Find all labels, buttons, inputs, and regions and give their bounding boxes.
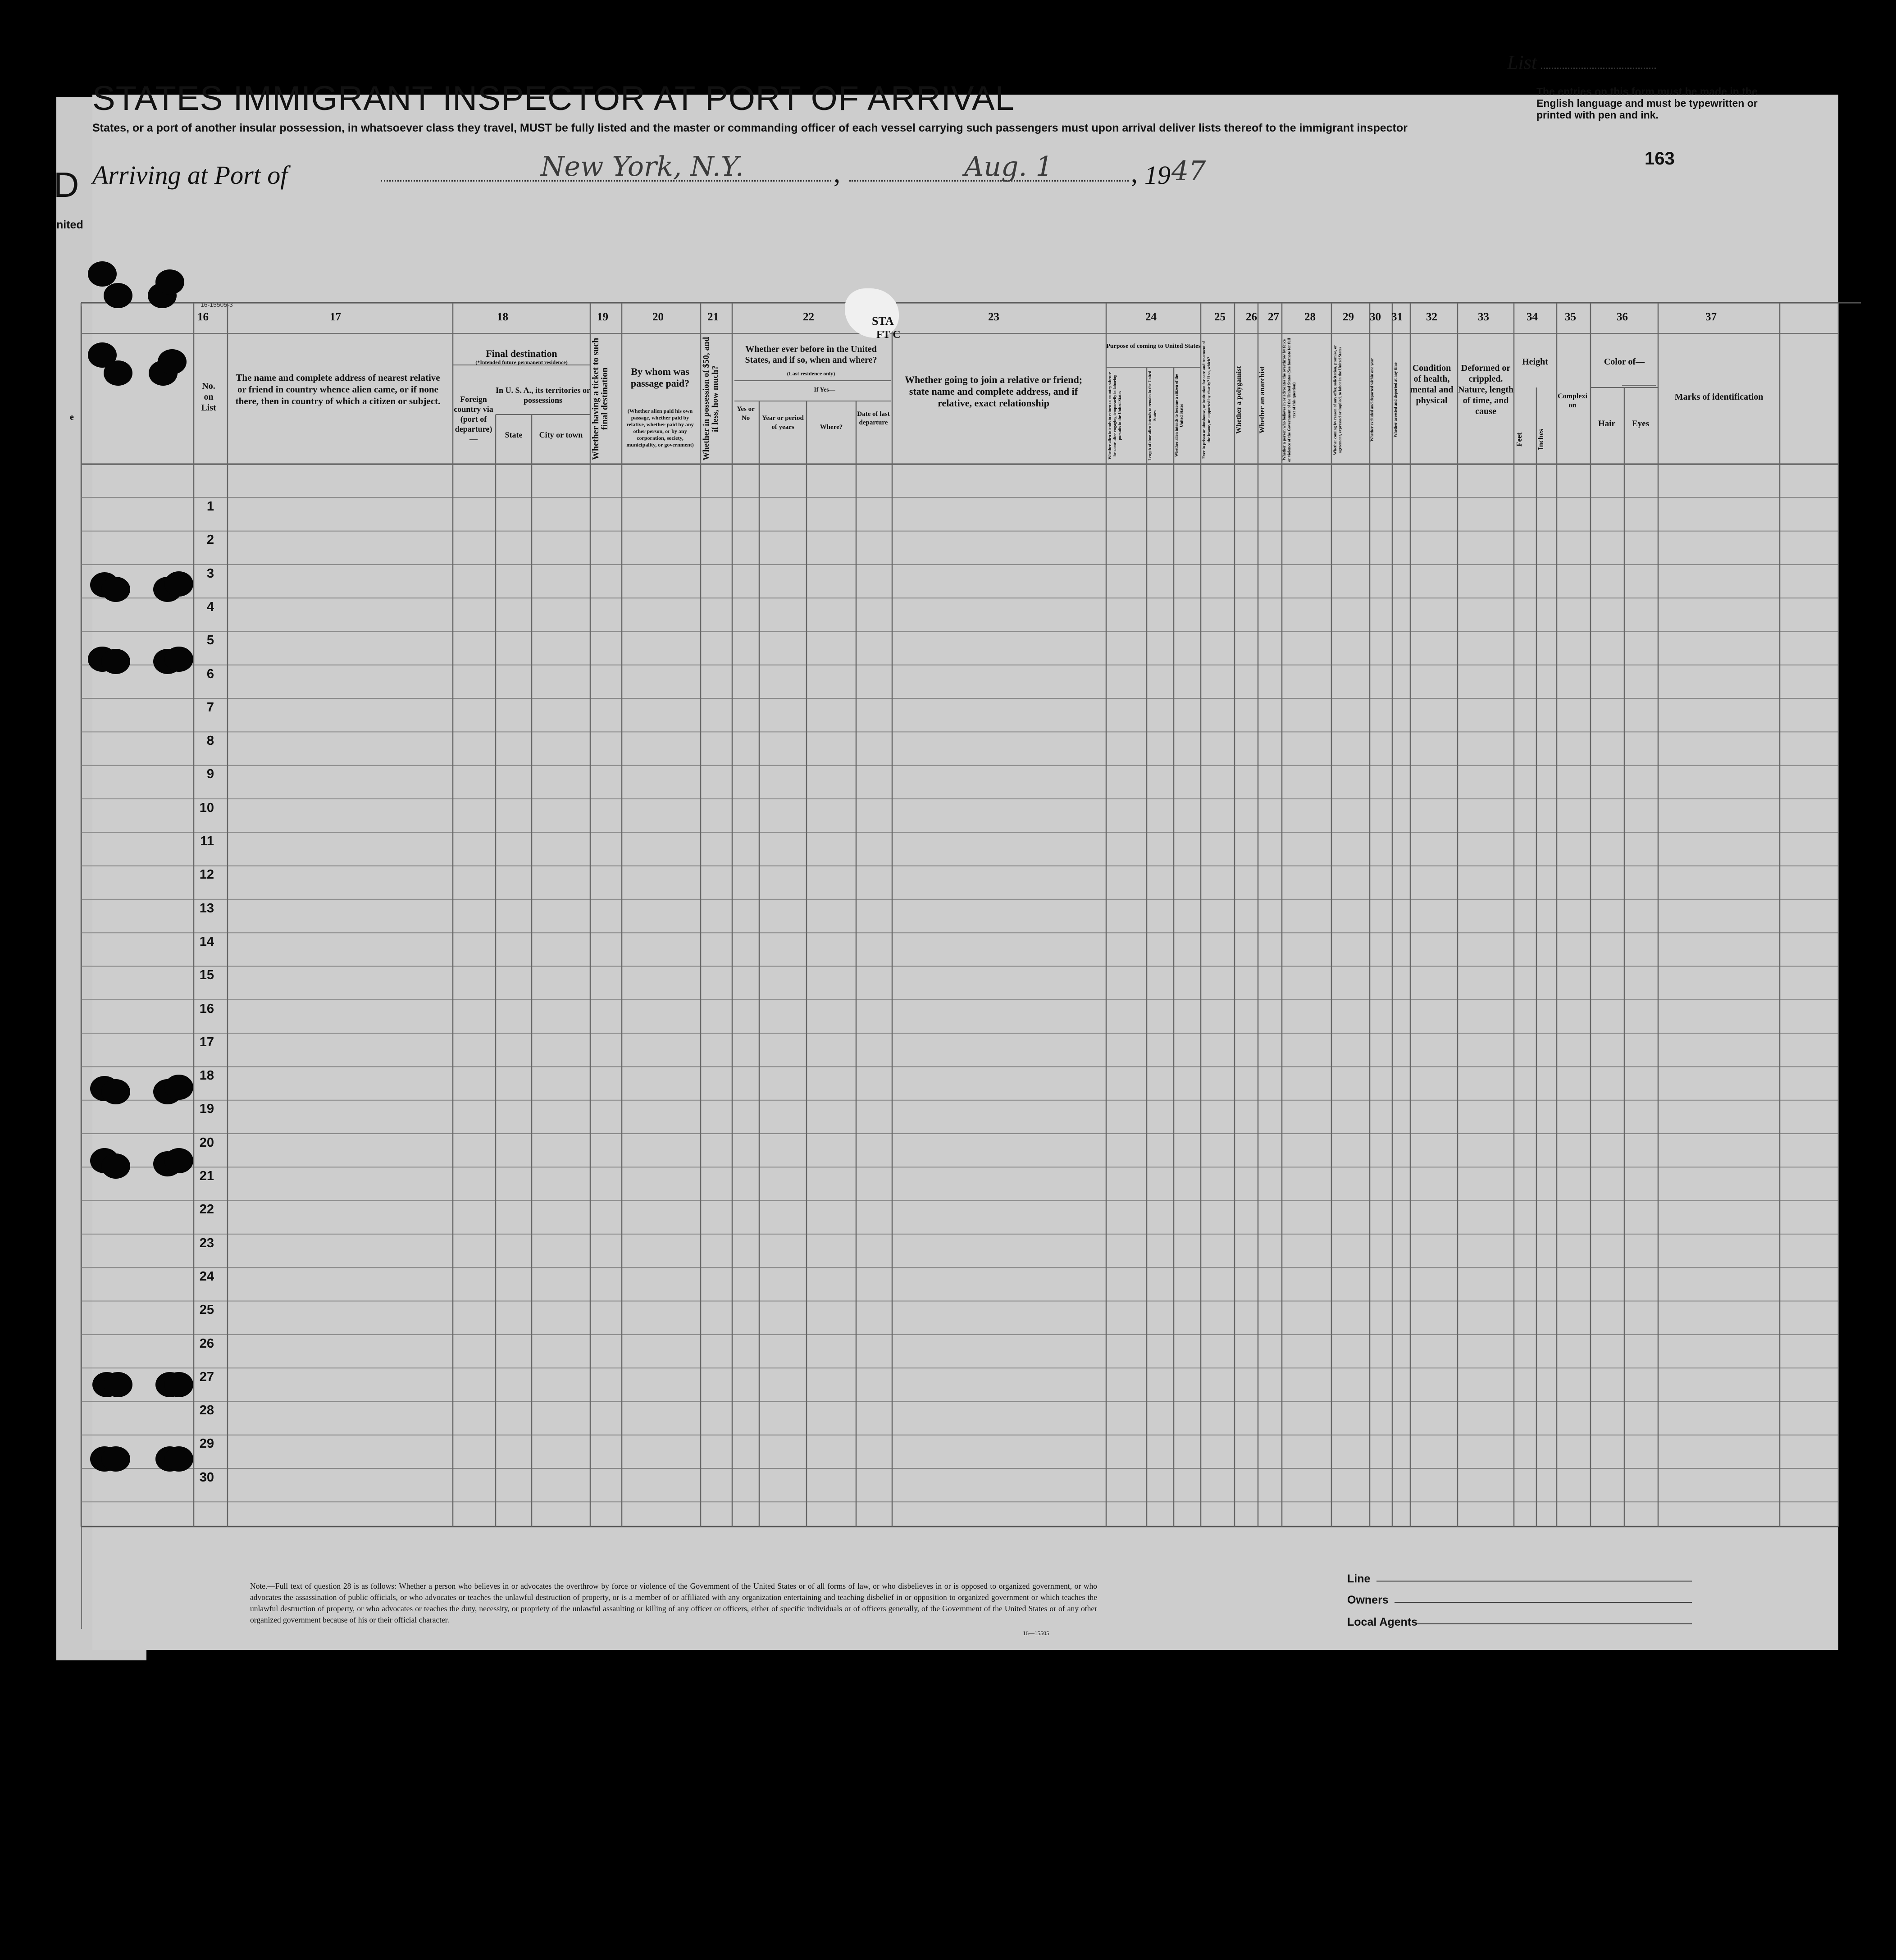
col-22-ifyes: If Yes— bbox=[814, 387, 835, 393]
row-number: 25 bbox=[199, 1303, 214, 1317]
col-24-label: Purpose of coming to United States bbox=[1106, 343, 1201, 350]
col-35-label: Complexion bbox=[1558, 392, 1587, 409]
binder-hole bbox=[101, 577, 130, 602]
form-title: STATES IMMIGRANT INSPECTOR AT PORT OF ARRIVAL bbox=[92, 79, 1015, 118]
col-20-label: By whom was passage paid? bbox=[630, 366, 690, 389]
col-34-inches: Inches bbox=[1536, 428, 1545, 450]
col-26-num: 26 bbox=[1246, 311, 1257, 323]
col-34-label: Height bbox=[1522, 357, 1548, 367]
col-27-num: 27 bbox=[1268, 311, 1279, 323]
col-36-eyes: Eyes bbox=[1632, 419, 1649, 428]
col-21-num: 21 bbox=[707, 311, 719, 323]
row-number: 6 bbox=[206, 666, 214, 681]
col-18-num: 18 bbox=[497, 311, 508, 323]
col-20-sub: (Whether alien paid his own passage, whether paid by relative, whether paid by any other person, or by any corporation, society, municipality, or government) bbox=[626, 408, 694, 448]
binder-hole bbox=[88, 261, 117, 287]
binder-hole bbox=[101, 1079, 130, 1104]
col-29-num: 29 bbox=[1343, 311, 1354, 323]
col-25-label: Ever in prison or almshouse, or institution for care and treatment of the insane, or supported by charity? If so, which? bbox=[1202, 341, 1211, 459]
col-22-sub: (Last residence only) bbox=[787, 370, 835, 377]
col-19-num: 19 bbox=[597, 311, 608, 323]
row-number: 26 bbox=[199, 1336, 214, 1351]
footnote-question-28: Note.—Full text of question 28 is as follows: Whether a person who believes in or advocates the overthrow by force or violence of the Government of the United States or of all forms of law, or who disbelieves in or is opposed to organized government, or who advocates the assassination of public officials, or who advocates or teaches the unlawful destruction of property, or is a member of or affiliated with any organization entertaining and teaching disbelief in or opposition to organized government or which teaches the unlawful destruction of property, or who advocates or teaches the duty, necessity, or propriety of the unlawful assaulting or killing of any officer or officers, either of specific individuals or of officers generally, of the Government of the United States or of any other organized government because of his or their official character. bbox=[250, 1582, 1097, 1624]
col-17-num: 17 bbox=[330, 311, 341, 323]
col-23-label: Whether going to join a relative or friend; state name and complete address, and if relative, exact relationship bbox=[904, 374, 1083, 409]
row-number: 16 bbox=[199, 1001, 214, 1016]
col-34-feet: Feet bbox=[1515, 432, 1523, 447]
left-page-word: nited bbox=[56, 219, 83, 231]
row-number: 24 bbox=[199, 1269, 214, 1284]
col-32-label: Condition of health, mental and physical bbox=[1410, 363, 1454, 406]
row-number: 27 bbox=[199, 1369, 214, 1384]
row-number: 19 bbox=[199, 1102, 214, 1117]
col-22-where: Where? bbox=[820, 424, 843, 431]
row-number: 21 bbox=[199, 1169, 214, 1183]
col-18-foreign: Foreign country via (port of departure)— bbox=[454, 395, 493, 443]
col-22-year: Year or period of years bbox=[762, 415, 804, 431]
stamp-fragment-1: STA bbox=[872, 315, 894, 328]
row-number: 20 bbox=[199, 1135, 214, 1150]
binder-hole bbox=[164, 647, 193, 672]
binder-hole bbox=[101, 649, 130, 674]
form-subtitle: States, or a port of another insular possession, in whatsoever class they travel, MUST be fully listed and the master or commanding officer of each vessel carrying such passengers must upon arrival deliver lists thereof to the immigrant inspector bbox=[92, 122, 1408, 134]
year-printed: 19 bbox=[1144, 160, 1171, 190]
binder-hole bbox=[155, 269, 184, 295]
local-agents-label: Local Agents bbox=[1347, 1616, 1418, 1628]
col-24b-label: Length of time alien intends to remain in the United States bbox=[1148, 370, 1157, 461]
entries-instruction: The entries on this form must be made in the English language and must be typewritten or printed with pen and ink. bbox=[1536, 86, 1758, 121]
line-label: Line bbox=[1347, 1573, 1371, 1585]
row-number: 1 bbox=[206, 499, 214, 514]
col-18-state: State bbox=[505, 430, 523, 439]
list-label: List bbox=[1507, 51, 1537, 73]
col-18-city: City or town bbox=[539, 430, 583, 439]
row-number: 23 bbox=[199, 1235, 214, 1250]
left-page-side-letter: e bbox=[70, 412, 74, 422]
owners-label: Owners bbox=[1347, 1594, 1389, 1606]
col-34-num: 34 bbox=[1527, 311, 1538, 323]
arriving-label: Arriving at Port of bbox=[92, 160, 288, 190]
col-32-num: 32 bbox=[1426, 311, 1437, 323]
col-31-label: Whether arrested and deported at any time bbox=[1393, 362, 1398, 438]
col-22-label: Whether ever before in the United States, and if so, when and where? bbox=[745, 344, 877, 365]
binder-hole bbox=[104, 1372, 132, 1397]
col-21-label: Whether in possession of $50, and if less, how much? bbox=[702, 337, 720, 461]
col-24c-label: Whether alien intends to become a citizen of the United States bbox=[1174, 374, 1184, 457]
row-number: 5 bbox=[206, 633, 214, 648]
col-37-label: Marks of identification bbox=[1674, 392, 1764, 402]
col-23-num: 23 bbox=[988, 311, 999, 323]
row-number: 17 bbox=[199, 1035, 214, 1049]
stamp-fragment-2: FT C bbox=[876, 329, 901, 341]
col-28-num: 28 bbox=[1304, 311, 1316, 323]
col-30-num: 30 bbox=[1370, 311, 1381, 323]
port-comma: , bbox=[834, 158, 840, 188]
port-handwritten: New York, N.Y. bbox=[541, 151, 744, 182]
row-number: 12 bbox=[199, 867, 214, 882]
col-37-num: 37 bbox=[1705, 311, 1717, 323]
row-number: 30 bbox=[199, 1470, 214, 1485]
row-number: 15 bbox=[199, 968, 214, 983]
binder-hole bbox=[164, 1446, 193, 1472]
col-31-num: 31 bbox=[1391, 311, 1403, 323]
col-19-label: Whether having a ticket to such final destination bbox=[591, 337, 610, 460]
page-number: 163 bbox=[1645, 149, 1675, 169]
col-24a-label: Whether alien intends to return to country whence he came after engaging temporarily in laboring pursuits in the United States bbox=[1108, 372, 1122, 460]
row-number: 8 bbox=[206, 734, 214, 748]
col-36-label: Color of— bbox=[1604, 357, 1645, 367]
row-number: 9 bbox=[206, 767, 214, 782]
binder-hole bbox=[101, 1153, 130, 1179]
col-35-num: 35 bbox=[1565, 311, 1576, 323]
row-number: 18 bbox=[199, 1068, 214, 1083]
local-agents-field bbox=[1417, 1623, 1692, 1624]
col-17-label: The name and complete address of nearest relative or friend in country whence alien came, or if none there, then in country of which a citizen or subject. bbox=[235, 372, 441, 406]
col-27-label: Whether an anarchist bbox=[1258, 366, 1266, 433]
col-18-sub: (*Intended future permanent residence) bbox=[475, 359, 568, 365]
row-number: 4 bbox=[206, 599, 214, 614]
col-18-usa: In U. S. A., its territories or possessions bbox=[496, 386, 590, 405]
line-field bbox=[1376, 1581, 1692, 1582]
binder-hole bbox=[158, 349, 187, 374]
year-handwritten: 47 bbox=[1171, 155, 1206, 187]
row-number: 3 bbox=[206, 566, 214, 581]
row-number: 11 bbox=[200, 834, 214, 848]
col-22-yesno: Yes or No bbox=[737, 406, 755, 422]
col-20-num: 20 bbox=[652, 311, 664, 323]
row-number: 22 bbox=[199, 1202, 214, 1217]
form-number: 16-15505-3 bbox=[201, 301, 233, 308]
col-25-num: 25 bbox=[1214, 311, 1226, 323]
date-comma: , bbox=[1131, 158, 1138, 188]
col-22-num: 22 bbox=[803, 311, 814, 323]
col-33-label: Deformed or crippled. Nature, length of time, and cause bbox=[1458, 363, 1513, 416]
binder-hole bbox=[164, 1075, 193, 1100]
left-page-letter: D bbox=[54, 165, 79, 205]
row-number: 29 bbox=[199, 1436, 214, 1451]
owners-field bbox=[1395, 1602, 1692, 1603]
binder-hole bbox=[104, 283, 132, 308]
binder-hole bbox=[164, 1148, 193, 1173]
col-28-label: Whether a person who believes in or advocates the overthrow by force or violence of the Government of the United States (See footnote for full text of this question) bbox=[1282, 338, 1296, 462]
row-number: 13 bbox=[199, 901, 214, 916]
row-number: 10 bbox=[199, 800, 214, 815]
col-33-num: 33 bbox=[1478, 311, 1489, 323]
row-number: 2 bbox=[206, 533, 214, 547]
col-30-label: Whether excluded and deported within one year bbox=[1370, 358, 1374, 442]
col-29-label: Whether coming by reason of any offer, solicitation, promise, or agreement, expressed or implied, to labor in the United States bbox=[1333, 345, 1342, 455]
binder-hole bbox=[164, 1372, 193, 1397]
row-number: 28 bbox=[199, 1403, 214, 1418]
col-16-num: 16 bbox=[197, 311, 209, 323]
date-handwritten: Aug. 1 bbox=[964, 151, 1053, 182]
row-number: 7 bbox=[206, 700, 214, 715]
col-22-date: Date of last departure bbox=[857, 410, 890, 426]
binder-hole bbox=[164, 571, 193, 597]
col-18-label: Final destination bbox=[486, 348, 557, 359]
col-36-hair: Hair bbox=[1598, 419, 1615, 428]
col-26-label: Whether a polygamist bbox=[1235, 366, 1243, 434]
row-number: 14 bbox=[199, 934, 214, 949]
footer-form-code: 16—15505 bbox=[1023, 1630, 1049, 1636]
col-24-num: 24 bbox=[1145, 311, 1157, 323]
col-36-num: 36 bbox=[1617, 311, 1628, 323]
binder-hole bbox=[104, 360, 132, 386]
binder-hole bbox=[101, 1446, 130, 1472]
col-16-label: No. on List bbox=[201, 381, 216, 413]
